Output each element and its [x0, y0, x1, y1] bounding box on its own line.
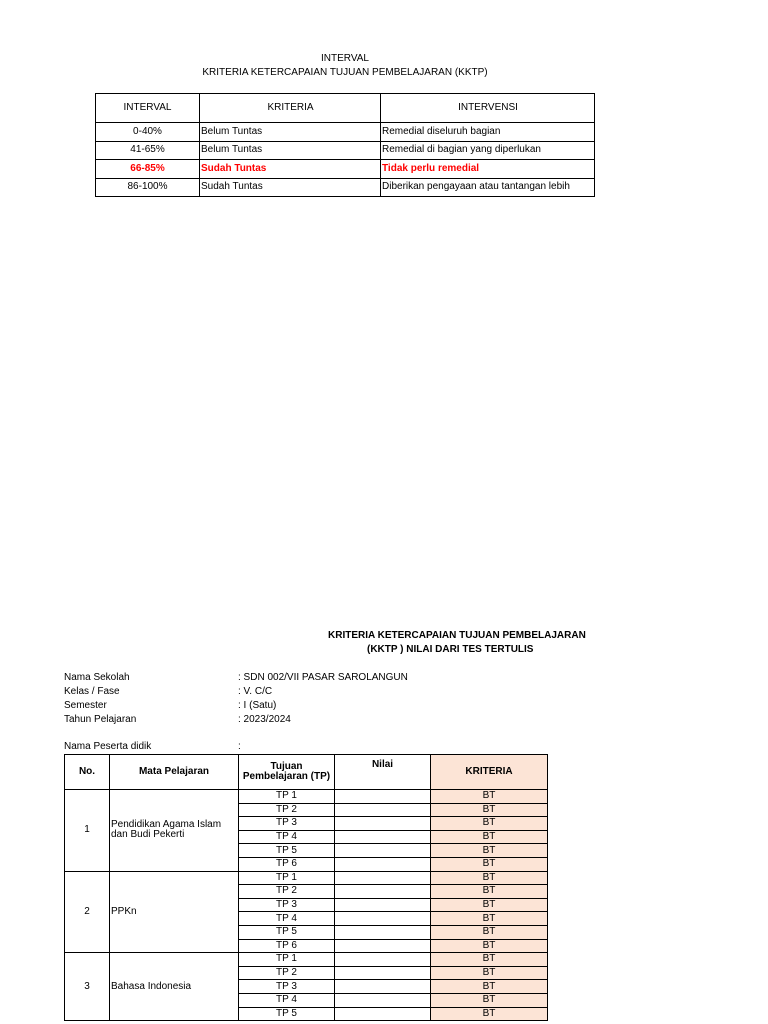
kriteria-cell: BT [431, 993, 548, 1007]
nilai-cell[interactable] [335, 993, 431, 1007]
info-value-year: : 2023/2024 [238, 714, 291, 725]
interval-title: INTERVAL [321, 53, 369, 64]
student-value: : [238, 741, 241, 752]
header-no: No. [65, 755, 110, 790]
info-label-year: Tahun Pelajaran [64, 714, 137, 725]
info-label-school: Nama Sekolah [64, 672, 130, 683]
header-nilai: Nilai [335, 755, 431, 790]
interval-cell: 86-100% [96, 178, 200, 197]
kriteria-cell: BT [431, 953, 548, 967]
tp-cell: TP 3 [239, 980, 335, 994]
tp-cell: TP 6 [239, 857, 335, 871]
nilai-cell[interactable] [335, 939, 431, 953]
nilai-cell[interactable] [335, 857, 431, 871]
tp-cell: TP 5 [239, 925, 335, 939]
tp-cell: TP 1 [239, 953, 335, 967]
subject-number: 1 [65, 790, 110, 872]
tp-cell: TP 4 [239, 830, 335, 844]
tp-cell: TP 1 [239, 790, 335, 804]
header-intervensi: INTERVENSI [381, 94, 595, 123]
tp-cell: TP 4 [239, 993, 335, 1007]
tp-cell: TP 4 [239, 912, 335, 926]
kriteria-cell: BT [431, 857, 548, 871]
score-table-header [65, 755, 548, 790]
table-row [65, 790, 548, 804]
info-label-semester: Semester [64, 700, 107, 711]
nilai-cell[interactable] [335, 817, 431, 831]
interval-table [95, 93, 595, 197]
kriteria-cell: BT [431, 966, 548, 980]
header-mapel: Mata Pelajaran [110, 755, 239, 790]
intervensi-cell: Remedial diseluruh bagian [381, 123, 595, 142]
header-tp [239, 755, 335, 790]
kriteria-cell: BT [431, 803, 548, 817]
nilai-cell[interactable] [335, 1007, 431, 1021]
nilai-cell[interactable] [335, 898, 431, 912]
info-value-class: : V. C/C [238, 686, 273, 697]
kriteria-cell: BT [431, 980, 548, 994]
table-row [96, 141, 595, 160]
tp-cell: TP 6 [239, 939, 335, 953]
subject-name: Bahasa Indonesia [110, 953, 239, 1021]
intervensi-cell: Diberikan pengayaan atau tantangan lebih [381, 178, 595, 197]
kriteria-cell: BT [431, 898, 548, 912]
kriteria-cell: BT [431, 844, 548, 858]
tp-cell: TP 2 [239, 885, 335, 899]
kriteria-cell: Sudah Tuntas [200, 160, 381, 179]
header-interval: INTERVAL [96, 94, 200, 123]
kriteria-cell: BT [431, 912, 548, 926]
student-label: Nama Peserta didik [64, 741, 152, 752]
nilai-cell[interactable] [335, 844, 431, 858]
tp-cell: TP 3 [239, 817, 335, 831]
tp-cell: TP 3 [239, 898, 335, 912]
header-kriteria: KRITERIA [200, 94, 381, 123]
kriteria-cell: BT [431, 885, 548, 899]
info-label-class: Kelas / Fase [64, 686, 120, 697]
nilai-cell[interactable] [335, 980, 431, 994]
nilai-cell[interactable] [335, 830, 431, 844]
nilai-cell[interactable] [335, 885, 431, 899]
kriteria-cell: BT [431, 817, 548, 831]
header-tp-line2: Pembelajaran (TP) [242, 771, 331, 782]
intervensi-cell: Tidak perlu remedial [381, 160, 595, 179]
nilai-cell[interactable] [335, 925, 431, 939]
nilai-cell[interactable] [335, 803, 431, 817]
kriteria-cell: BT [431, 939, 548, 953]
nilai-cell[interactable] [335, 790, 431, 804]
kriteria-cell: BT [431, 1007, 548, 1021]
nilai-cell[interactable] [335, 953, 431, 967]
subject-name: PPKn [110, 871, 239, 953]
nilai-cell[interactable] [335, 912, 431, 926]
interval-table-header [96, 94, 595, 123]
info-value-school: : SDN 002/VII PASAR SAROLANGUN [238, 672, 408, 683]
header-tp-line1: Tujuan [270, 761, 303, 772]
kriteria-cell: BT [431, 871, 548, 885]
table-row [65, 871, 548, 885]
subject-number: 3 [65, 953, 110, 1021]
kktp-subtitle: KRITERIA KETERCAPAIAN TUJUAN PEMBELAJARAN (KKTP) [202, 67, 488, 78]
interval-cell: 41-65% [96, 141, 200, 160]
kriteria-cell: BT [431, 790, 548, 804]
table-row [65, 953, 548, 967]
tp-cell: TP 1 [239, 871, 335, 885]
report-title-line1: KRITERIA KETERCAPAIAN TUJUAN PEMBELAJARAN [328, 630, 586, 641]
kriteria-cell: Sudah Tuntas [200, 178, 381, 197]
tp-cell: TP 5 [239, 1007, 335, 1021]
tp-cell: TP 2 [239, 966, 335, 980]
table-row-highlighted [96, 160, 595, 179]
nilai-cell[interactable] [335, 871, 431, 885]
subject-number: 2 [65, 871, 110, 953]
kriteria-cell: BT [431, 830, 548, 844]
report-title-line2: (KKTP ) NILAI DARI TES TERTULIS [367, 644, 534, 655]
nilai-cell[interactable] [335, 966, 431, 980]
header-kriteria: KRITERIA [431, 755, 548, 790]
table-row [96, 123, 595, 142]
tp-cell: TP 2 [239, 803, 335, 817]
interval-cell: 66-85% [96, 160, 200, 179]
kktp-score-table [64, 754, 548, 1021]
table-row [96, 178, 595, 197]
kriteria-cell: BT [431, 925, 548, 939]
kriteria-cell: Belum Tuntas [200, 141, 381, 160]
kriteria-cell: Belum Tuntas [200, 123, 381, 142]
subject-name: Pendidikan Agama Islam dan Budi Pekerti [110, 790, 239, 872]
interval-cell: 0-40% [96, 123, 200, 142]
tp-cell: TP 5 [239, 844, 335, 858]
info-value-semester: : I (Satu) [238, 700, 277, 711]
intervensi-cell: Remedial di bagian yang diperlukan [381, 141, 595, 160]
